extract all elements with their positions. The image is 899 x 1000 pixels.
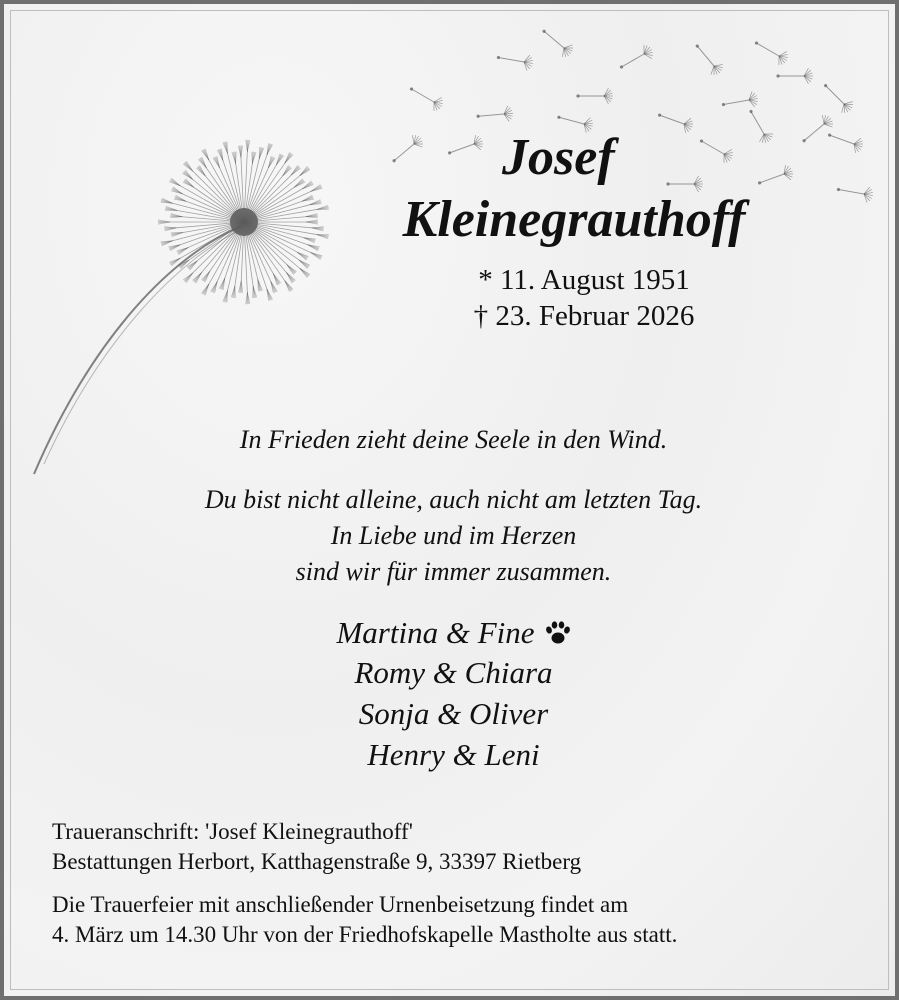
mourning-address-line-1: Traueranschrift: 'Josef Kleinegrauthoff' (52, 819, 413, 844)
death-date: † 23. Februar 2026 (473, 300, 695, 332)
family-names-1: Martina & Fine (336, 615, 535, 650)
paw-print-icon (545, 621, 571, 645)
family-line-1 (4, 613, 899, 653)
ceremony-line-2: 4. März um 14.30 Uhr von der Friedhofskapelle Mastholte aus statt. (52, 922, 678, 947)
verse-line-3: In Liebe und im Herzen (330, 521, 577, 550)
family-line-3: Sonja & Oliver (358, 696, 549, 731)
deceased-last-name: Kleinegrauthoff (402, 191, 746, 248)
birth-date: * 11. August 1951 (478, 264, 690, 296)
verse-line-4: sind wir für immer zusammen. (295, 557, 612, 586)
verse-line-2: Du bist nicht alleine, auch nicht am letzten Tag. (204, 485, 703, 514)
verse-line-1: In Frieden zieht deine Seele in den Wind. (239, 425, 668, 454)
family-line-2: Romy & Chiara (354, 655, 553, 690)
family-line-4: Henry & Leni (367, 737, 540, 772)
ceremony-line-1: Die Trauerfeier mit anschließender Urnenbeisetzung findet am (52, 892, 629, 917)
mourning-address-line-2: Bestattungen Herbort, Katthagenstraße 9, 33397 Rietberg (52, 849, 582, 874)
deceased-first-name: Josef (502, 129, 615, 186)
